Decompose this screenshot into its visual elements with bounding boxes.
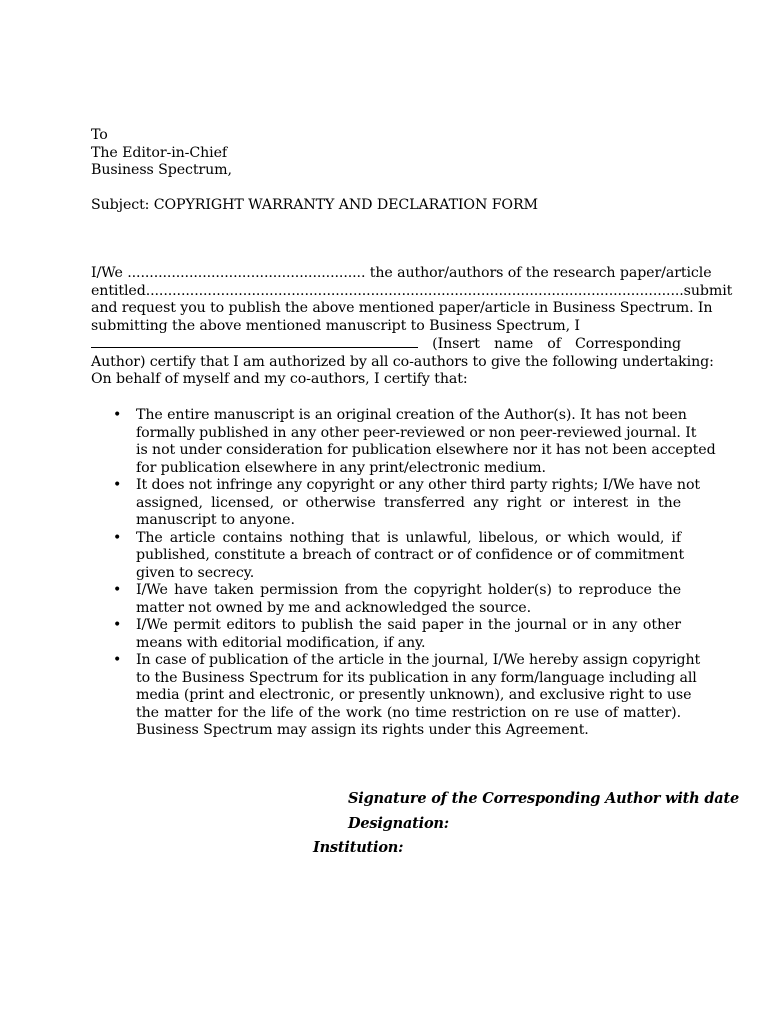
certification-text-line: manuscript to anyone. — [136, 512, 295, 528]
author-prefix: I/We — [91, 265, 123, 281]
declaration-line-4: submitting the above mentioned manuscript to Business Spectrum, I — [91, 317, 580, 334]
insert-name-hint: (Insert name of Corresponding — [432, 336, 681, 352]
certification-item — [91, 407, 716, 477]
certification-text-line: the matter for the life of the work (no time restriction on re use of matter). — [136, 704, 681, 721]
address-to: To — [91, 127, 108, 143]
bullet-icon: • — [113, 529, 122, 546]
certification-text-line: I/We have taken permission from the copyright holder(s) to reproduce the — [136, 582, 681, 598]
certification-text-line: formally published in any other peer-reviewed or non peer-reviewed journal. It — [136, 424, 697, 441]
declaration-line-3: and request you to publish the above mentioned paper/article in Business Spectrum. In — [91, 300, 713, 316]
certification-text-line: The article contains nothing that is unlawful, libelous, or which would, if — [136, 529, 681, 546]
designation-label: Designation: — [348, 815, 449, 832]
certification-text-line: assigned, licensed, or otherwise transferred any right or interest in the — [136, 494, 681, 511]
bullet-icon: • — [113, 652, 122, 668]
certification-item — [91, 582, 681, 617]
address-journal: Business Spectrum, — [91, 162, 232, 178]
certification-text-line: given to secrecy. — [136, 564, 255, 581]
certification-text-line: to the Business Spectrum for its publication in any form/language including all — [136, 669, 697, 686]
declaration-line-1 — [91, 265, 712, 283]
certification-list — [91, 407, 716, 740]
certification-text-line: It does not infringe any copyright or any other third party rights; I/We have not — [136, 477, 700, 493]
subject-line: Subject: COPYRIGHT WARRANTY AND DECLARATION FORM — [91, 197, 538, 213]
bullet-icon: • — [113, 617, 122, 633]
certification-text-line: for publication elsewhere in any print/electronic medium. — [136, 459, 546, 476]
bullet-icon: • — [113, 582, 122, 598]
certification-text-line: matter not owned by me and acknowledged the source. — [136, 599, 532, 616]
certification-text — [136, 617, 681, 652]
bullet-icon: • — [113, 407, 122, 423]
declaration-paragraph — [91, 265, 733, 389]
author-suffix: the author/authors of the research paper/article — [369, 265, 712, 281]
certification-item — [91, 477, 700, 530]
address-recipient: The Editor-in-Chief — [91, 144, 228, 161]
certification-text-line: I/We permit editors to publish the said paper in the journal or in any other — [136, 617, 681, 633]
certification-text — [136, 582, 681, 617]
certification-text — [136, 407, 716, 477]
certification-text — [136, 529, 685, 583]
institution-label: Institution: — [313, 839, 404, 856]
recipient-address — [91, 127, 681, 180]
declaration-line-6: Author) certify that I am authorized by all co-authors to give the following undertaking: — [91, 353, 714, 370]
author-name-blank: ...................................................... — [127, 265, 366, 281]
corresponding-author-blank — [91, 335, 418, 348]
certification-text-line: published, constitute a breach of contract or of confidence or of commitment — [136, 547, 685, 563]
certification-text-line: Business Spectrum may assign its rights under this Agreement. — [136, 722, 589, 738]
certification-text-line: media (print and electronic, or presently unknown), and exclusive right to use — [136, 687, 692, 703]
declaration-line-7: On behalf of myself and my co-authors, I certify that: — [91, 371, 468, 387]
certification-item — [91, 529, 685, 583]
certification-item — [91, 652, 701, 740]
certification-text-line: is not under consideration for publication elsewhere nor it has not been accepted — [136, 442, 716, 458]
signature-label: Signature of the Corresponding Author with date — [348, 790, 740, 807]
bullet-icon: • — [113, 477, 122, 493]
certification-text-line: means with editorial modification, if any. — [136, 634, 426, 651]
declaration-line-5 — [91, 335, 681, 354]
certification-text — [136, 477, 700, 530]
certification-text-line: The entire manuscript is an original creation of the Author(s). It has not been — [136, 407, 687, 423]
certification-item — [91, 617, 681, 652]
declaration-line-2: entitled..........................................................................................................................submit — [91, 282, 733, 299]
certification-text-line: In case of publication of the article in the journal, I/We hereby assign copyright — [136, 652, 701, 668]
certification-text — [136, 652, 701, 740]
